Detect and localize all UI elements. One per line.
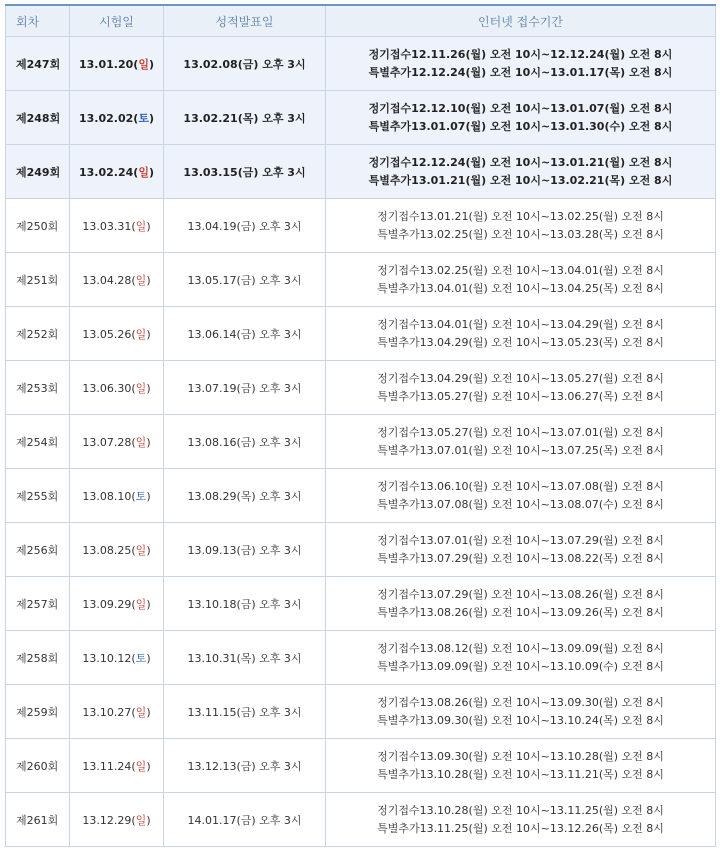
result-date-cell: 13.07.19(금) 오후 3시 [164, 361, 326, 415]
exam-day: 토 [138, 111, 149, 125]
regular-period: 정기접수13.07.01(월) 오전 10시~13.07.29(월) 오전 8시 [377, 533, 664, 547]
table-row [6, 361, 716, 415]
header-round: 회차 [6, 5, 70, 37]
result-date-cell: 13.06.14(금) 오후 3시 [164, 307, 326, 361]
result-date-cell: 13.08.16(금) 오후 3시 [164, 415, 326, 469]
exam-date: 13.07.28 [82, 435, 132, 449]
result-date-cell: 13.11.15(금) 오후 3시 [164, 685, 326, 739]
exam-day: 일 [135, 813, 147, 827]
table-row [6, 199, 716, 253]
special-period: 특별추가13.07.29(월) 오전 10시~13.08.22(목) 오전 8시 [377, 551, 664, 565]
exam-date: 13.06.30 [82, 381, 132, 395]
exam-day-open: ( [131, 759, 136, 773]
exam-day: 일 [135, 597, 147, 611]
registration-period-cell [326, 37, 716, 91]
exam-day-close: ) [146, 489, 151, 503]
registration-period-cell [326, 793, 716, 847]
table-row [6, 523, 716, 577]
exam-date-cell [70, 739, 164, 793]
registration-period-cell [326, 523, 716, 577]
special-period: 특별추가13.09.30(월) 오전 10시~13.10.24(목) 오전 8시 [377, 713, 664, 727]
header-registration-period: 인터넷 접수기간 [326, 5, 716, 37]
table-row [6, 145, 716, 199]
regular-period: 정기접수13.02.25(월) 오전 10시~13.04.01(월) 오전 8시 [377, 263, 664, 277]
exam-day-open: ( [133, 57, 139, 71]
regular-period: 정기접수13.01.21(월) 오전 10시~13.02.25(월) 오전 8시 [377, 209, 664, 223]
exam-day-close: ) [146, 273, 151, 287]
registration-period-cell [326, 415, 716, 469]
regular-period: 정기접수12.11.26(월) 오전 10시~12.12.24(월) 오전 8시 [368, 47, 673, 61]
regular-period: 정기접수13.09.30(월) 오전 10시~13.10.28(월) 오전 8시 [377, 749, 664, 763]
exam-schedule-table [5, 4, 716, 847]
special-period: 특별추가13.01.21(월) 오전 10시~13.02.21(목) 오전 8시 [368, 173, 673, 187]
exam-day-close: ) [146, 705, 151, 719]
exam-date-cell [70, 253, 164, 307]
regular-period: 정기접수13.06.10(월) 오전 10시~13.07.08(월) 오전 8시 [377, 479, 664, 493]
exam-date: 13.09.29 [82, 597, 132, 611]
exam-day: 일 [135, 435, 147, 449]
exam-date: 13.03.31 [82, 219, 132, 233]
exam-day-open: ( [131, 435, 136, 449]
table-header-row [6, 5, 716, 37]
result-date-cell: 13.02.21(목) 오후 3시 [164, 91, 326, 145]
special-period: 특별추가13.10.28(월) 오전 10시~13.11.21(목) 오전 8시 [377, 767, 664, 781]
exam-day-close: ) [148, 165, 154, 179]
table-row [6, 577, 716, 631]
header-exam-date: 시험일 [70, 5, 164, 37]
round-cell: 제252회 [6, 307, 70, 361]
exam-date-cell [70, 685, 164, 739]
result-date-cell: 13.09.13(금) 오후 3시 [164, 523, 326, 577]
round-cell: 제253회 [6, 361, 70, 415]
exam-day: 일 [135, 759, 147, 773]
registration-period-cell [326, 199, 716, 253]
round-cell: 제256회 [6, 523, 70, 577]
registration-period-cell [326, 253, 716, 307]
regular-period: 정기접수12.12.10(월) 오전 10시~13.01.07(월) 오전 8시 [368, 101, 673, 115]
exam-date-cell [70, 577, 164, 631]
exam-day-close: ) [148, 57, 154, 71]
exam-date: 13.04.28 [82, 273, 132, 287]
exam-date: 13.12.29 [82, 813, 132, 827]
exam-day: 일 [135, 705, 147, 719]
round-cell: 제254회 [6, 415, 70, 469]
registration-period-cell [326, 307, 716, 361]
exam-day: 일 [135, 327, 147, 341]
exam-day: 일 [135, 273, 147, 287]
exam-date-cell [70, 793, 164, 847]
registration-period-cell [326, 577, 716, 631]
exam-day-close: ) [146, 597, 151, 611]
result-date-cell: 13.04.19(금) 오후 3시 [164, 199, 326, 253]
table-body [6, 37, 716, 847]
exam-date-cell [70, 145, 164, 199]
exam-day: 일 [135, 219, 147, 233]
regular-period: 정기접수13.04.29(월) 오전 10시~13.05.27(월) 오전 8시 [377, 371, 664, 385]
special-period: 특별추가13.05.27(월) 오전 10시~13.06.27(목) 오전 8시 [377, 389, 664, 403]
registration-period-cell [326, 685, 716, 739]
exam-day: 토 [135, 651, 147, 665]
result-date-cell: 13.12.13(금) 오후 3시 [164, 739, 326, 793]
round-cell: 제258회 [6, 631, 70, 685]
registration-period-cell [326, 739, 716, 793]
exam-day-close: ) [146, 543, 151, 557]
exam-day-close: ) [146, 219, 151, 233]
exam-day-open: ( [131, 597, 136, 611]
registration-period-cell [326, 469, 716, 523]
regular-period: 정기접수13.10.28(월) 오전 10시~13.11.25(월) 오전 8시 [377, 803, 664, 817]
special-period: 특별추가13.09.09(월) 오전 10시~13.10.09(수) 오전 8시 [377, 659, 664, 673]
exam-day-open: ( [131, 381, 136, 395]
special-period: 특별추가13.07.01(월) 오전 10시~13.07.25(목) 오전 8시 [377, 443, 664, 457]
exam-day-close: ) [146, 435, 151, 449]
exam-day-close: ) [146, 759, 151, 773]
exam-date-cell [70, 361, 164, 415]
table-row [6, 631, 716, 685]
round-cell: 제257회 [6, 577, 70, 631]
exam-day: 일 [135, 543, 147, 557]
round-cell: 제248회 [6, 91, 70, 145]
special-period: 특별추가13.02.25(월) 오전 10시~13.03.28(목) 오전 8시 [377, 227, 664, 241]
exam-date-cell [70, 37, 164, 91]
exam-date: 13.02.02 [79, 111, 134, 125]
exam-date: 13.08.25 [82, 543, 132, 557]
exam-date-cell [70, 469, 164, 523]
result-date-cell: 13.08.29(목) 오후 3시 [164, 469, 326, 523]
registration-period-cell [326, 91, 716, 145]
exam-date-cell [70, 199, 164, 253]
round-cell: 제260회 [6, 739, 70, 793]
exam-day-close: ) [148, 111, 154, 125]
result-date-cell: 13.05.17(금) 오후 3시 [164, 253, 326, 307]
table-row [6, 739, 716, 793]
exam-day: 일 [135, 381, 147, 395]
special-period: 특별추가13.01.07(월) 오전 10시~13.01.30(수) 오전 8시 [368, 119, 673, 133]
exam-day-open: ( [131, 273, 136, 287]
exam-day: 일 [138, 57, 149, 71]
exam-date-cell [70, 631, 164, 685]
exam-day-open: ( [131, 651, 136, 665]
regular-period: 정기접수13.04.01(월) 오전 10시~13.04.29(월) 오전 8시 [377, 317, 664, 331]
exam-day-close: ) [146, 381, 151, 395]
exam-day-close: ) [146, 651, 151, 665]
special-period: 특별추가12.12.24(월) 오전 10시~13.01.17(목) 오전 8시 [368, 65, 673, 79]
exam-date-cell [70, 523, 164, 577]
regular-period: 정기접수13.08.26(월) 오전 10시~13.09.30(월) 오전 8시 [377, 695, 664, 709]
exam-date: 13.10.12 [82, 651, 132, 665]
registration-period-cell [326, 631, 716, 685]
regular-period: 정기접수12.12.24(월) 오전 10시~13.01.21(월) 오전 8시 [368, 155, 673, 169]
special-period: 특별추가13.04.01(월) 오전 10시~13.04.25(목) 오전 8시 [377, 281, 664, 295]
regular-period: 정기접수13.08.12(월) 오전 10시~13.09.09(월) 오전 8시 [377, 641, 664, 655]
table-row [6, 469, 716, 523]
table-row [6, 307, 716, 361]
registration-period-cell [326, 145, 716, 199]
exam-date: 13.02.24 [79, 165, 134, 179]
exam-date: 13.01.20 [79, 57, 134, 71]
round-cell: 제261회 [6, 793, 70, 847]
registration-period-cell [326, 361, 716, 415]
exam-day-open: ( [131, 813, 136, 827]
exam-day-close: ) [146, 327, 151, 341]
exam-day-open: ( [131, 327, 136, 341]
table-row [6, 685, 716, 739]
round-cell: 제250회 [6, 199, 70, 253]
exam-date-cell [70, 307, 164, 361]
exam-day: 일 [138, 165, 149, 179]
result-date-cell: 13.10.31(목) 오후 3시 [164, 631, 326, 685]
exam-date-cell [70, 415, 164, 469]
result-date-cell: 13.02.08(금) 오후 3시 [164, 37, 326, 91]
table-row [6, 793, 716, 847]
regular-period: 정기접수13.05.27(월) 오전 10시~13.07.01(월) 오전 8시 [377, 425, 664, 439]
exam-date-cell [70, 91, 164, 145]
round-cell: 제247회 [6, 37, 70, 91]
result-date-cell: 13.10.18(금) 오후 3시 [164, 577, 326, 631]
table-row [6, 37, 716, 91]
exam-date: 13.10.27 [82, 705, 132, 719]
exam-day-open: ( [133, 165, 139, 179]
special-period: 특별추가13.08.26(월) 오전 10시~13.09.26(목) 오전 8시 [377, 605, 664, 619]
round-cell: 제249회 [6, 145, 70, 199]
result-date-cell: 13.03.15(금) 오후 3시 [164, 145, 326, 199]
header-result-date: 성적발표일 [164, 5, 326, 37]
exam-day-open: ( [131, 705, 136, 719]
exam-day-open: ( [133, 111, 139, 125]
round-cell: 제259회 [6, 685, 70, 739]
regular-period: 정기접수13.07.29(월) 오전 10시~13.08.26(월) 오전 8시 [377, 587, 664, 601]
special-period: 특별추가13.07.08(월) 오전 10시~13.08.07(수) 오전 8시 [377, 497, 664, 511]
table-row [6, 91, 716, 145]
exam-day-open: ( [131, 219, 136, 233]
exam-date: 13.11.24 [82, 759, 132, 773]
exam-date: 13.08.10 [82, 489, 132, 503]
exam-day: 토 [135, 489, 147, 503]
special-period: 특별추가13.04.29(월) 오전 10시~13.05.23(목) 오전 8시 [377, 335, 664, 349]
exam-day-open: ( [131, 489, 136, 503]
round-cell: 제251회 [6, 253, 70, 307]
round-cell: 제255회 [6, 469, 70, 523]
table-row [6, 253, 716, 307]
exam-day-close: ) [146, 813, 151, 827]
result-date-cell: 14.01.17(금) 오후 3시 [164, 793, 326, 847]
exam-day-open: ( [131, 543, 136, 557]
exam-date: 13.05.26 [82, 327, 132, 341]
special-period: 특별추가13.11.25(월) 오전 10시~13.12.26(목) 오전 8시 [377, 821, 664, 835]
table-row [6, 415, 716, 469]
